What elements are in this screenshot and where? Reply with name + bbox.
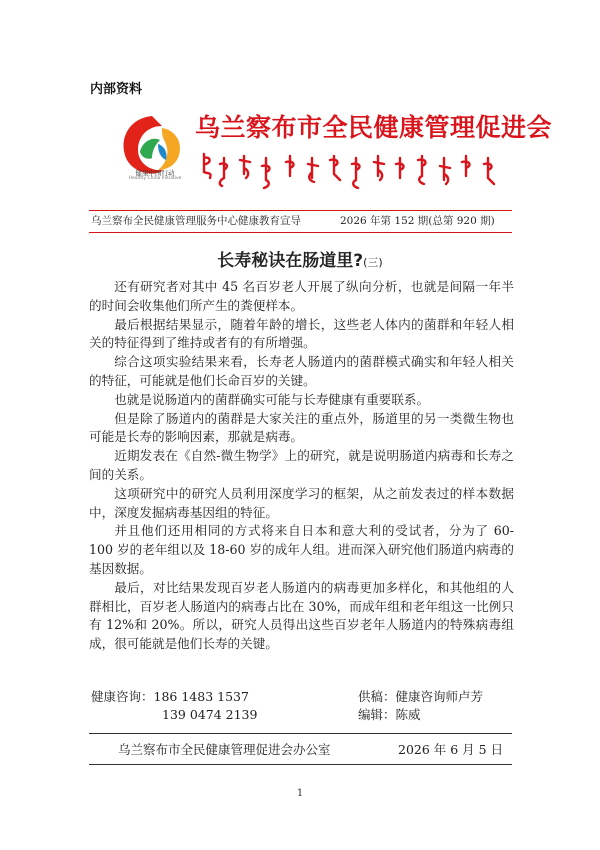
footer-date: 2026 年 6 月 5 日 [398, 742, 504, 757]
logo-caption: 健康中国行动 [135, 169, 175, 177]
paragraph: 并且他们还用相同的方式将来自日本和意大利的受试者，分为了 60-100 岁的老年组以及 18-60 岁的成年人组。进而深入研究他们肠道内病毒的基因数据。 [89, 523, 514, 576]
contact-phone-1: 186 1483 1537 [153, 689, 249, 704]
contact-block [91, 688, 257, 724]
mongolian-script-title [200, 148, 500, 196]
footer-rule-bottom [89, 764, 512, 765]
supply-value: 健康咨询师卢芳 [395, 689, 484, 704]
page-number: 1 [296, 788, 304, 799]
article-body [89, 278, 514, 654]
paragraph: 也就是说肠道内的菌群确实可能与长寿健康有重要联系。 [114, 391, 430, 407]
paragraph: 最后，对比结果发现百岁老人肠道内的病毒更加多样化，和其他组的人群相比，百岁老人肠道内的病毒占比在 30%，而成年组和老年组这一比例只有 12%和 20%。所以，研究人员得出这些百岁老年人肠道内的特殊病毒组成，很可能就是他们长寿的关键。 [89, 579, 514, 652]
logo-subcaption: Healthy China Initiative [128, 176, 182, 181]
paragraph: 这项研究中的研究人员利用深度学习的框架，从之前发表过的样本数据中，深度发掘病毒基因组的特征。 [89, 485, 514, 520]
article-title [0, 246, 600, 271]
header-rule-bottom [89, 232, 512, 233]
issue-number: 2026 年第 152 期(总第 920 期) [340, 215, 495, 227]
supply-label: 供稿： [358, 689, 396, 704]
credits-block [358, 688, 483, 724]
paragraph: 最后根据结果显示，随着年龄的增长，这些老人体内的菌群和年轻人相关的特征得到了维持或者有的有所增强。 [89, 316, 514, 351]
paragraph: 还有研究者对其中 45 名百岁老人开展了纵向分析，也就是间隔一年半的时间会收集他们所产生的粪便样本。 [89, 279, 514, 313]
article-title-text: 长寿秘诀在肠道里? [217, 251, 364, 271]
contact-label: 健康咨询： [91, 689, 154, 704]
contact-phone-2: 139 0474 2139 [162, 707, 258, 722]
header-rule-top [89, 210, 512, 211]
footer-office: 乌兰察布市全民健康管理促进会办公室 [118, 742, 331, 757]
organization-title: 乌兰察布市全民健康管理促进会 [195, 113, 553, 142]
editor-label: 编辑： [358, 707, 396, 722]
footer-rule-top [89, 733, 512, 734]
internal-label: 内部资料 [90, 82, 143, 97]
article-title-part: (三) [363, 256, 383, 269]
paragraph: 近期发表在《自然-微生物学》上的研究，就是说明肠道内病毒和长寿之间的关系。 [89, 448, 514, 482]
paragraph: 综合这项实验结果来看，长寿老人肠道内的菌群模式确实和年轻人相关的特征，可能就是他们长命百岁的关键。 [89, 354, 514, 388]
paragraph: 但是除了肠道内的菌群是大家关注的重点外，肠道里的另一类微生物也可能是长寿的影响因素，那就是病毒。 [89, 410, 514, 445]
issuing-center: 乌兰察布全民健康管理服务中心健康教育宣导 [91, 215, 301, 227]
editor-value: 陈威 [395, 707, 421, 722]
